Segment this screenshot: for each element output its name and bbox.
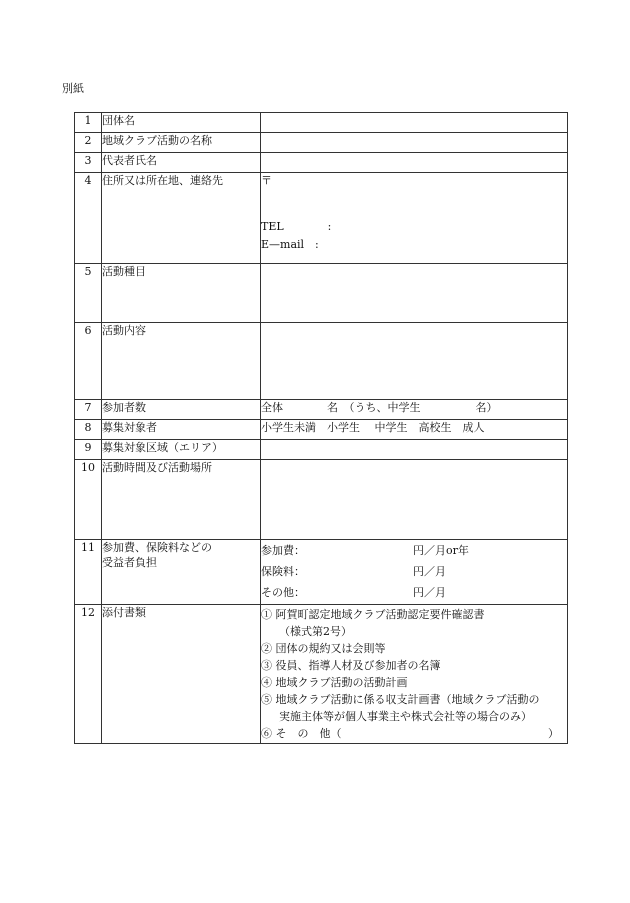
value-cell-activity-content[interactable] [261, 323, 568, 400]
attachment-item-4: ④ 地域クラブ活動の活動計画 [261, 676, 408, 689]
row-number: 6 [75, 323, 102, 400]
fee-label: 保険料： [261, 565, 305, 578]
value-cell-group-name[interactable] [261, 113, 568, 133]
table-row-9 [75, 440, 568, 460]
row-number: 7 [75, 400, 102, 420]
row-number: 11 [75, 540, 102, 605]
table-row-7 [75, 400, 568, 420]
attachment-item-1-note: （様式第2号） [279, 625, 352, 638]
table-row-11 [75, 540, 568, 605]
item-label-target-area: 募集対象区域（エリア） [102, 440, 261, 460]
fee-unit: 円／月or年 [413, 544, 469, 557]
row-number: 5 [75, 264, 102, 323]
table-row-4 [75, 173, 568, 264]
fee-unit: 円／月 [413, 586, 446, 599]
item-label-activity-content: 活動内容 [102, 323, 261, 400]
item-label-time-place: 活動時間及び活動場所 [102, 460, 261, 540]
item-label-representative: 代表者氏名 [102, 153, 261, 173]
item-label-group-name: 団体名 [102, 113, 261, 133]
item-label-attachments: 添付書類 [102, 605, 261, 744]
value-cell-club-name[interactable] [261, 133, 568, 153]
attachment-item-5-note: 実施主体等が個人事業主や株式会社等の場合のみ） [279, 710, 532, 723]
value-cell-target-participants[interactable]: 小学生未満 小学生 中学生 高校生 成人 [261, 420, 568, 440]
fee-row-insurance [261, 561, 567, 582]
attachment-item-2: ② 団体の規約又は会則等 [261, 642, 386, 655]
fee-unit: 円／月 [413, 565, 446, 578]
table-row-1 [75, 113, 568, 133]
row-number: 4 [75, 173, 102, 264]
attachment-item-3: ③ 役員、指導人材及び参加者の名簿 [261, 659, 441, 672]
value-cell-fees[interactable] [261, 540, 568, 605]
row-number: 3 [75, 153, 102, 173]
value-cell-address-contact[interactable] [261, 173, 568, 264]
row-number: 1 [75, 113, 102, 133]
fees-label-line1: 参加費、保険料などの [102, 541, 212, 554]
row-number: 8 [75, 420, 102, 440]
fee-label: 参加費： [261, 544, 305, 557]
table-row-2 [75, 133, 568, 153]
item-label-club-name: 地域クラブ活動の名称 [102, 133, 261, 153]
table-row-5 [75, 264, 568, 323]
item-label-address-contact: 住所又は所在地、連絡先 [102, 173, 261, 264]
attachment-item-6[interactable] [261, 725, 567, 742]
postal-mark: 〒 [261, 174, 272, 187]
row-number: 10 [75, 460, 102, 540]
row-number: 2 [75, 133, 102, 153]
table-row-3 [75, 153, 568, 173]
fee-row-other [261, 582, 567, 603]
value-cell-time-place[interactable] [261, 460, 568, 540]
item-label-target-participants: 募集対象者 [102, 420, 261, 440]
value-cell-target-area[interactable] [261, 440, 568, 460]
table-row-12 [75, 605, 568, 744]
fees-label-line2: 受益者負担 [102, 556, 157, 569]
table-row-10 [75, 460, 568, 540]
table-row-6 [75, 323, 568, 400]
fee-row-participation [261, 540, 567, 561]
application-form-table [74, 112, 568, 744]
table-row-8 [75, 420, 568, 440]
item-label-participants: 参加者数 [102, 400, 261, 420]
attachment-item-6-close: ） [548, 727, 559, 740]
row-number: 9 [75, 440, 102, 460]
item-label-activity-type: 活動種目 [102, 264, 261, 323]
attachment-item-6-label: ⑥ そ の 他（ [261, 727, 342, 740]
attachment-item-5: ⑤ 地域クラブ活動に係る収支計画書（地域クラブ活動の [261, 693, 540, 706]
value-cell-representative[interactable] [261, 153, 568, 173]
item-label-fees [102, 540, 261, 605]
attachment-label: 別紙 [62, 82, 84, 95]
email-line: E—mail : [261, 238, 319, 251]
tel-line: TEL : [261, 220, 332, 233]
value-cell-participants[interactable]: 全体 名 （うち、中学生 名） [261, 400, 568, 420]
attachment-item-1: ① 阿賀町認定地域クラブ活動認定要件確認書 [261, 608, 485, 621]
row-number: 12 [75, 605, 102, 744]
fee-label: その他： [261, 586, 305, 599]
value-cell-activity-type[interactable] [261, 264, 568, 323]
value-cell-attachments [261, 605, 568, 744]
